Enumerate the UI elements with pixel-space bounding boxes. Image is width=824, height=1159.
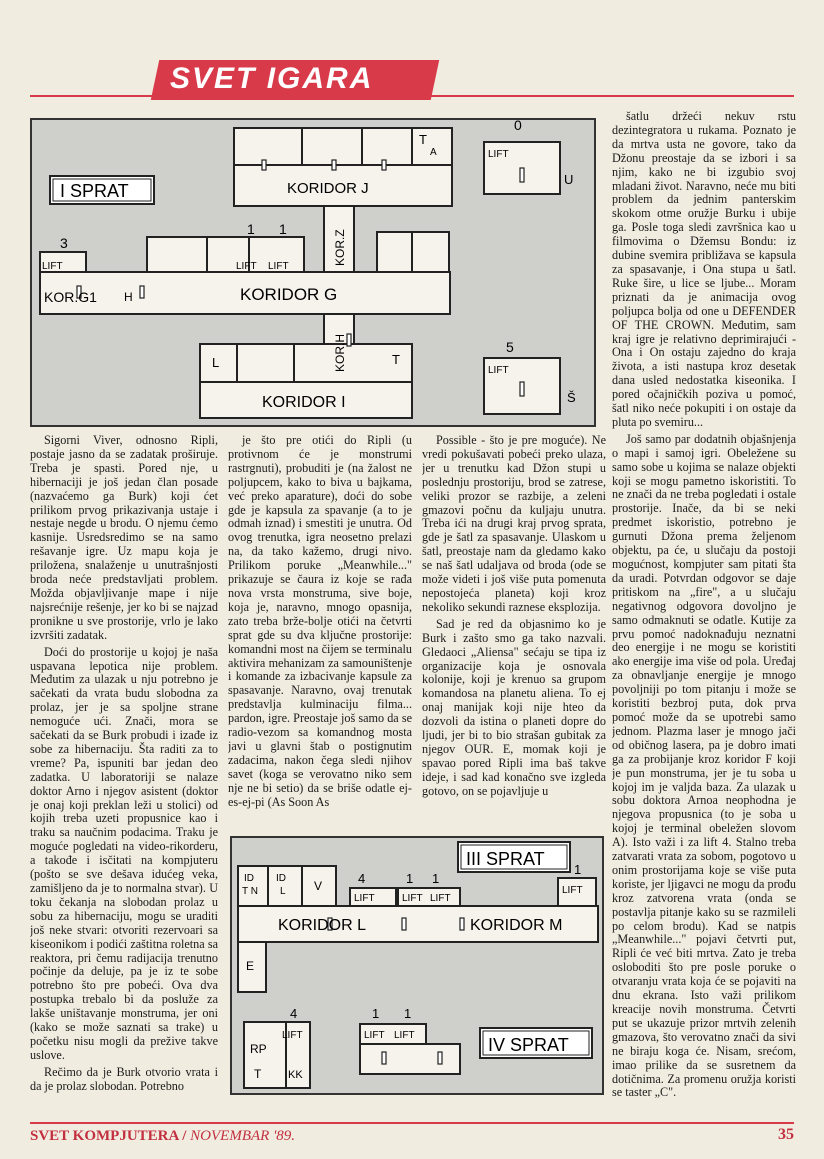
- footer: [30, 1128, 295, 1145]
- floor-label-iii: III SPRAT: [466, 849, 545, 869]
- lift-label: LIFT: [42, 261, 63, 272]
- room-l-label: L: [280, 886, 286, 897]
- koridor-z-label: KOR.Z: [333, 229, 347, 266]
- lift-label: LIFT: [488, 149, 509, 160]
- room-tn-label: T N: [242, 886, 258, 897]
- koridor-i-label: KORIDOR I: [262, 394, 346, 411]
- lift-label: LIFT: [394, 1030, 415, 1041]
- lift-number: 1: [574, 862, 582, 877]
- lift-label: LIFT: [354, 893, 375, 904]
- lift-number: 3: [60, 235, 68, 251]
- room-id-label: ID: [276, 873, 286, 884]
- paragraph: Doći do prostorije u kojoj je naša uspavana lepotica nije problem. Međutim za ulazak u nju potrebno je sačekati da vrata budu slobodna za prolaz, jer je sa spoljne strane nemoguće ući. Znači, mora se sačekati da se Burk probudi i izađe iz sobe za hibernaciju. Šta raditi za to vreme? Pa, ispuniti bar jedan deo zadatka. U laboratoriji se nalaze doktor Arno i njegov asistent (doktor je onaj koji preklan leži u stolici) od kojih treba uzeti propusnice kao i traku sa naučnim podacima. Traku je moguće pogledati na video-rikorderu, a takođe i isčitati na kompjuteru (pošto se sve dešava idućeg veka, zamišljeno da je to normalna stvar). U toku čekanja na slobodan prolaz u sobu za hibernaciju, mogu se uraditi još neke stvari: otvoriti rezervoari sa kiseonikom i podići zaštitna roletna sa reaktora, pri čemu radijacija trenutno počinje da deluje, pa je iz te sobe potrebno što pre pobeći. Ova dva postupka trebalo bi da posluže za lakše uništavanje monstruma, jer oni (kako se može saznati sa trake) u početku nisu mogli da prežive takve uslove.: [30, 644, 218, 1062]
- room-rp-label: RP: [250, 1042, 267, 1056]
- lift-label: LIFT: [268, 261, 289, 272]
- page-number: 35: [778, 1126, 794, 1143]
- paragraph: Rečimo da je Burk otvorio vrata i da je prolaz slobodan. Potrebno: [30, 1064, 218, 1093]
- lift-number: 1: [279, 221, 287, 237]
- koridor-g1-label: KOR.G1: [44, 289, 97, 305]
- room-h-label: H: [124, 290, 133, 304]
- room-t-label: T: [254, 1067, 262, 1081]
- lift-label: LIFT: [402, 893, 423, 904]
- text-column-4: [612, 110, 796, 1118]
- koridor-l-label: KORIDOR L: [278, 917, 367, 934]
- text-column-1: [30, 434, 218, 1118]
- room-t-label: T: [419, 132, 427, 147]
- koridor-g-label: KORIDOR G: [240, 285, 338, 304]
- footer-rule: [30, 1122, 794, 1124]
- exit-u-label: U: [564, 172, 574, 187]
- paragraph: Sigorni Viver, odnosno Ripli, postaje jasno da se zadatak proširuje. Treba je spasti. Pored nje, u hibernaciji je još jedan član posade (nazvaćemo ga Burk) koji ćet prilikom prvog prikazivanja ustaje i nestaje negde u brodu. O njemu ćemo kasnije. Usredsredimo se na samo rešavanje igre. Uz mapu koja je priložena, snalaženje u unutrašnjosti broda neće predstavljati problem. Možda objavljivanje mape i nije najsrećnije rešenje, jer ko bi se najzad pronikne u sve prostorije, vrlo je lako izvršiti zadatak.: [30, 434, 218, 642]
- room-kk-label: KK: [288, 1069, 303, 1081]
- lift-label: LIFT: [488, 365, 509, 376]
- text-column-3: [422, 434, 606, 830]
- lift-number: 1: [247, 221, 255, 237]
- paragraph: je što pre otići do Ripli (u protivnom će je monstrumi rastrgnuti), probuditi je (na žalost ne poljupcem, kako to biva u bajkama, već preko aparature), doći do sobe gde je kapsula za spavanje (a to je odmah iznad) i smestiti je unutra. Od ovog trenutka, igra neosetno prelazi na, da tako kažemo, drugi nivo. Prilikom poruke „Meanwhile..." prikazuje se čaura iz koje se rađa nova vrsta monstruma, sive boje, koja je, naravno, mnogo opasnija, zato treba brže-bolje otići na četvrti sprat gde su dva ključne prostorije: komandni most na čijem se terminalu aktivira mehanizam za samouništenje i komande za izbacivanje kapsule za spasavanje. Naravno, ovaj trenutak predstavlja kulminaciju filma... pardon, igre. Preostaje još samo da se radio-vezom sa komandnog mosta javi u glavni štab o postignutim zadacima, nakon čega sledi njihov savet (koga se verovatno niko sem nje ne bi setio) da se briše odatle ej-es-ej-pi (As Soon As: [228, 434, 412, 809]
- room-a-label: A: [430, 147, 437, 158]
- lift-number: 0: [514, 120, 522, 133]
- koridor-m-label: KORIDOR M: [470, 917, 563, 934]
- paragraph: Sad je red da objasnimo ko je Burk i zašto smo ga tako nazvali. Gledaoci „Aliensa" sećaju se tipa iz organizacije koja je osnovala kolonije, koji je krenuo sa grupom komandosa na planetu aliena. To ej onaj manijak koji nije hteo da dozvoli da istina o planeti dopre do ljudi, jer bi to bio strašan gubitak za njegov OUR. E, momak koji je spavao pored Ripli ima baš takve ideje, i sad kad konačno sve izgleda gotovo, on se pojavljuje u: [422, 616, 606, 798]
- lift-number: 4: [290, 1006, 298, 1021]
- koridor-j-label: KORIDOR J: [287, 180, 369, 197]
- lift-number: 1: [404, 1006, 412, 1021]
- section-title: SVET IGARA: [170, 62, 374, 95]
- issue-date: NOVEMBAR '89.: [190, 1128, 296, 1144]
- lift-label: LIFT: [236, 261, 257, 272]
- paragraph: Još samo par dodatnih objašnjenja o mapi i samoj igri. Obeležene su samo sobe u kojima se nalaze objekti koji se mogu pametno iskoristiti. To ne znači da ne treba pogledati i ostale prostorije. Inače, da bi se neki predmet iskoristio, potrebno je gurnuti Džona prema željenom objektu, pa će, u slučaju da postoji mogućnost, kompjuter sam pitati šta da uradi. Potvrdan odgovor se daje pritiskom na „fire", a u slučaju negativnog odgovora dovoljno je samo odmaknuti se odatle. Kutije za prvu pomoć nadoknađuju neznatni deo energije i ne mogu se koristiti ako energije ima više od pola. Uređaj za obnavljanje energije je mnogo povoljniji po tom pitanju i može se koristiti bezbroj puta, dok prva pomoć može da se upotrebi samo jednom. Plazma laser je mnogo jači od običnog lasera, pa je dobro imati ga za probijanje kroz koridor F koji je pun monstruma, jer je tu soba u kojoj im je valjda baza. Za ulazak u sobu doktora Arnoa neophodna je njegova propusnica (to je soba u kojoj je terminal obeležen slovom A). Isto važi i za lift 4. Stalno treba zatvarati vrata za sobom, pogotovo u onim prostorijama koje se više puta koriste, jer ljigavci ne mogu da prođu kroz zatvorena vrata (onda se postavlja pitanje kako su se razmileli po celom brodu). Kad se natpis „Meanwhile..." pojavi četvrti put, Ripli će već biti mrtva. Zato je treba osloboditi što pre posle poruke o otvaranju vrata koja će se pojaviti na dnu ekrana. Isto važi prilikom kreacije novih monstruma. Četvrti put se ukazuje prizor mrtvih zelenih gmazova, što verovatno znači da sivi ne biraju koga će. Nisam, srećom, imao prilike da se susretnem da dotičnima. Za promenu oružja koristi se taster „C".: [612, 431, 796, 1100]
- lift-label: LIFT: [430, 893, 451, 904]
- top-rule: [30, 95, 794, 97]
- lift-label: LIFT: [364, 1030, 385, 1041]
- room-t2-label: T: [392, 352, 400, 367]
- paragraph: šatlu držeći nekuv rstu dezintegratora u rukama. Poznato je da mrtva usta ne govore, tako da Džonu preostaje da se izbori i sa njim, kako ne bi izgubio svoj mladani život. Naravno, neće mu biti problem da jednim panterskim skokom otme oružje Burku i ubije ga. Posle toga sledi završnica kao u filmovima o Džemsu Bondu: iz dubine svemira približava se kapsula za spasavanje, i Ona stupa u šatl. Ruke šire, u lice se ljube... Moram priznati da je animacija ovog poljupca bolja od one u DEFENDER OF THE CROWN. Međutim, sam kraj igre je relativno deprimirajući - Ona i On ostaju zajedno do kraja života, a isti nastupa kroz desetak dana usled nedostatka kiseonika. I pored očajničkih poziva u pomoć, šatl niko neće pokupiti i on ostaje da pluta po svemiru...: [612, 110, 796, 429]
- lift-label: LIFT: [562, 885, 583, 896]
- lift-number: 1: [432, 871, 440, 886]
- room-v-label: V: [314, 879, 323, 893]
- footer-separator: /: [182, 1128, 187, 1144]
- room-l-label: L: [212, 355, 220, 370]
- lift-label: LIFT: [282, 1030, 303, 1041]
- text-column-2: [228, 434, 412, 830]
- floor-map-2: [230, 836, 604, 1095]
- koridor-h-label: KOR.H: [333, 333, 347, 372]
- room-e-label: E: [246, 959, 255, 973]
- exit-s-label: Š: [567, 390, 576, 405]
- magazine-name: SVET KOMPJUTERA: [30, 1128, 179, 1144]
- lift-number: 5: [506, 339, 514, 355]
- lift-number: 1: [372, 1006, 380, 1021]
- floor-label-i: I SPRAT: [60, 181, 129, 201]
- lift-number: 4: [358, 871, 366, 886]
- paragraph: Possible - što je pre moguće). Ne vredi pokušavati pobeći preko ulaza, jer u trenutku kad Džon stupi u poslednju prostoriju, brod se zatrese, veliki prozor se razbije, a zeleni gmazovi počnu da kuljaju unutra. Treba ići na drugi kraj prvog sprata, gde je šatl za spasavanje. Ulaskom u šatl, preostaje nam da gledamo kako se naš šatl udaljava od broda (ode se može videti i još više puta pomenuta nepostojeća planeta) koji kroz nekoliko sekundi raznese eksplozija.: [422, 434, 606, 614]
- room-id-label: ID: [244, 873, 254, 884]
- lift-number: 1: [406, 871, 414, 886]
- floor-map-1: [30, 118, 596, 427]
- floor-label-iv: IV SPRAT: [488, 1035, 569, 1055]
